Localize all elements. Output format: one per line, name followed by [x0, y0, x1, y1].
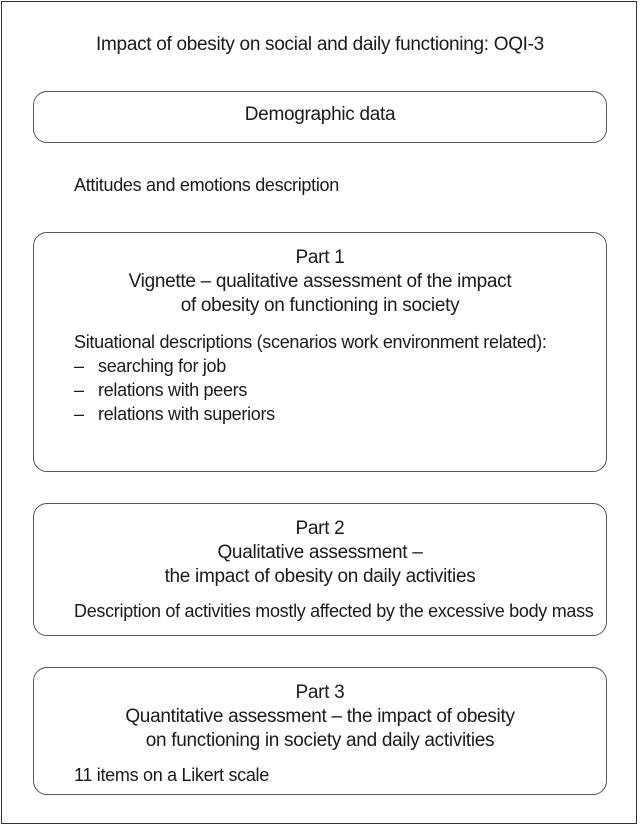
- part2-heading: [34, 517, 606, 589]
- list-item-text: searching for job: [98, 356, 226, 376]
- part3-heading-line: Quantitative assessment – the impact of obesity: [125, 706, 515, 727]
- part1-heading-line: Part 1: [295, 247, 345, 268]
- list-item: [74, 402, 275, 426]
- part2-heading-line: Part 2: [295, 518, 345, 539]
- list-item: [74, 378, 275, 402]
- demographic-data-label: Demographic data: [244, 104, 396, 125]
- part1-heading-line: of obesity on functioning in society: [180, 295, 460, 316]
- part1-box: [33, 232, 607, 472]
- demographic-data-box: [33, 91, 607, 143]
- part2-description: Description of activities mostly affected by the excessive body mass: [74, 601, 594, 621]
- part3-heading-line: Part 3: [295, 682, 345, 703]
- attitudes-emotions-text: Attitudes and emotions description: [74, 175, 339, 195]
- dash-bullet: –: [74, 356, 84, 376]
- dash-bullet: –: [74, 404, 84, 424]
- part2-heading-line: Qualitative assessment –: [217, 542, 423, 563]
- list-item-text: relations with superiors: [98, 404, 275, 424]
- part1-heading: [34, 246, 606, 318]
- figure-title: Impact of obesity on social and daily functioning: OQI-3: [96, 34, 544, 55]
- part3-heading: [34, 681, 606, 753]
- part1-scenario-list: [74, 354, 275, 426]
- part1-description: Situational descriptions (scenarios work environment related):: [74, 332, 547, 352]
- part3-heading-line: on functioning in society and daily activities: [145, 730, 495, 751]
- part2-box: [33, 503, 607, 636]
- part3-description: 11 items on a Likert scale: [74, 765, 269, 785]
- part3-box: [33, 667, 607, 795]
- list-item-text: relations with peers: [98, 380, 248, 400]
- dash-bullet: –: [74, 380, 84, 400]
- part2-heading-line: the impact of obesity on daily activities: [164, 566, 476, 587]
- part1-heading-line: Vignette – qualitative assessment of the impact: [128, 271, 512, 292]
- list-item: [74, 354, 275, 378]
